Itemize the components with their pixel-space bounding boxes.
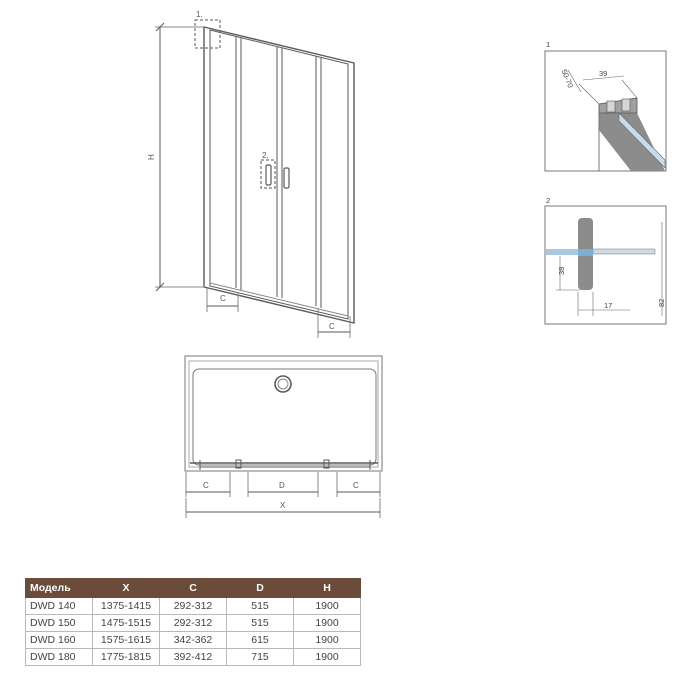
cell-d: 515 (227, 598, 294, 615)
cell-d: 615 (227, 632, 294, 649)
table-row (26, 598, 361, 615)
clearance-right-label: C (329, 322, 335, 331)
plan-opening-label: D (279, 481, 285, 490)
cell-d: 715 (227, 649, 294, 666)
door-elevation (155, 20, 354, 338)
detail-1-number: 1 (546, 40, 551, 49)
header-d: D (227, 579, 294, 598)
cell-model: DWD 150 (26, 615, 93, 632)
detail-2-38-label: 38 (557, 266, 566, 275)
cell-x: 1775-1815 (93, 649, 160, 666)
callout-label-1: 1. (196, 10, 203, 19)
cell-c: 292-312 (160, 598, 227, 615)
cell-c: 342-362 (160, 632, 227, 649)
cell-d: 515 (227, 615, 294, 632)
plan-width-label: X (280, 501, 286, 510)
plan-clearance-left-label: C (203, 481, 209, 490)
cell-c: 292-312 (160, 615, 227, 632)
tray-plan-view (185, 356, 382, 518)
cell-model: DWD 140 (26, 598, 93, 615)
detail-2-17-label: 17 (604, 301, 613, 310)
cell-h: 1900 (294, 649, 361, 666)
callout-label-2: 2. (262, 151, 269, 160)
cell-x: 1475-1515 (93, 615, 160, 632)
callout-box-1 (195, 20, 220, 48)
table-row (26, 632, 361, 649)
detail-2-number: 2 (546, 196, 551, 205)
spec-table (25, 578, 361, 666)
header-model: Модель (26, 579, 93, 598)
detail-2-82-label: 82 (657, 298, 666, 307)
cell-h: 1900 (294, 598, 361, 615)
table-row (26, 649, 361, 666)
clearance-left-label: C (220, 294, 226, 303)
header-x: X (93, 579, 160, 598)
header-c: C (160, 579, 227, 598)
table-header-row (26, 579, 361, 598)
callout-box-2 (261, 160, 275, 188)
table-row (26, 615, 361, 632)
plan-clearance-right-label: C (353, 481, 359, 490)
cell-h: 1900 (294, 632, 361, 649)
cell-c: 392-412 (160, 649, 227, 666)
cell-model: DWD 180 (26, 649, 93, 666)
height-dim-label: H (147, 154, 156, 160)
cell-x: 1375-1415 (93, 598, 160, 615)
header-h: H (294, 579, 361, 598)
cell-x: 1575-1615 (93, 632, 160, 649)
cell-model: DWD 160 (26, 632, 93, 649)
cell-h: 1900 (294, 615, 361, 632)
detail-1-width-label: 39 (599, 69, 608, 78)
detail-1-range-label: 50-70 (559, 67, 576, 90)
